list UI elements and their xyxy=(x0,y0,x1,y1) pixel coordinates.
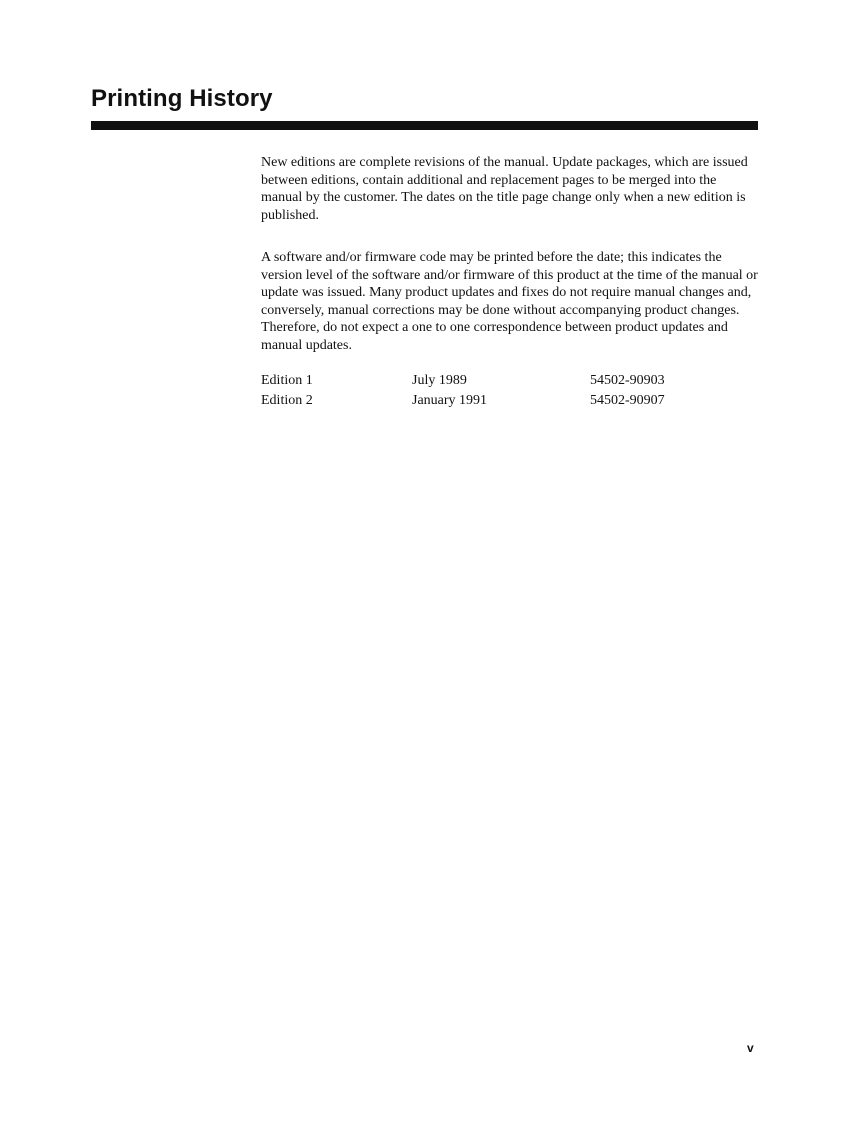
edition-table xyxy=(261,373,710,413)
title-rule xyxy=(91,121,758,130)
table-row xyxy=(261,373,710,393)
paragraph-editions: New editions are complete revisions of the manual. Update packages, which are issued between editions, contain additional and replacement pages to be merged into the manual by the customer. The dates on the title page change only when a new edition is published. xyxy=(261,155,748,223)
date-cell: July 1989 xyxy=(412,373,467,388)
part-number-cell: 54502-90903 xyxy=(590,373,665,388)
date-cell: January 1991 xyxy=(412,393,488,408)
edition-cell: Edition 1 xyxy=(261,373,313,388)
paragraph-firmware-code: A software and/or firmware code may be printed before the date; this indicates the version level of the software and/or firmware of this product at the time of the manual or update was issued. Many product updates and fixes do not require manual changes and, conversely, manual corrections may be done without accompanying product changes. Therefore, do not expect a one to one correspondence between product updates and manual updates. xyxy=(261,250,758,353)
page-number: v xyxy=(747,1041,754,1055)
page-title: Printing History xyxy=(91,85,273,112)
table-row xyxy=(261,393,710,413)
part-number-cell: 54502-90907 xyxy=(590,393,665,408)
edition-cell: Edition 2 xyxy=(261,393,313,408)
